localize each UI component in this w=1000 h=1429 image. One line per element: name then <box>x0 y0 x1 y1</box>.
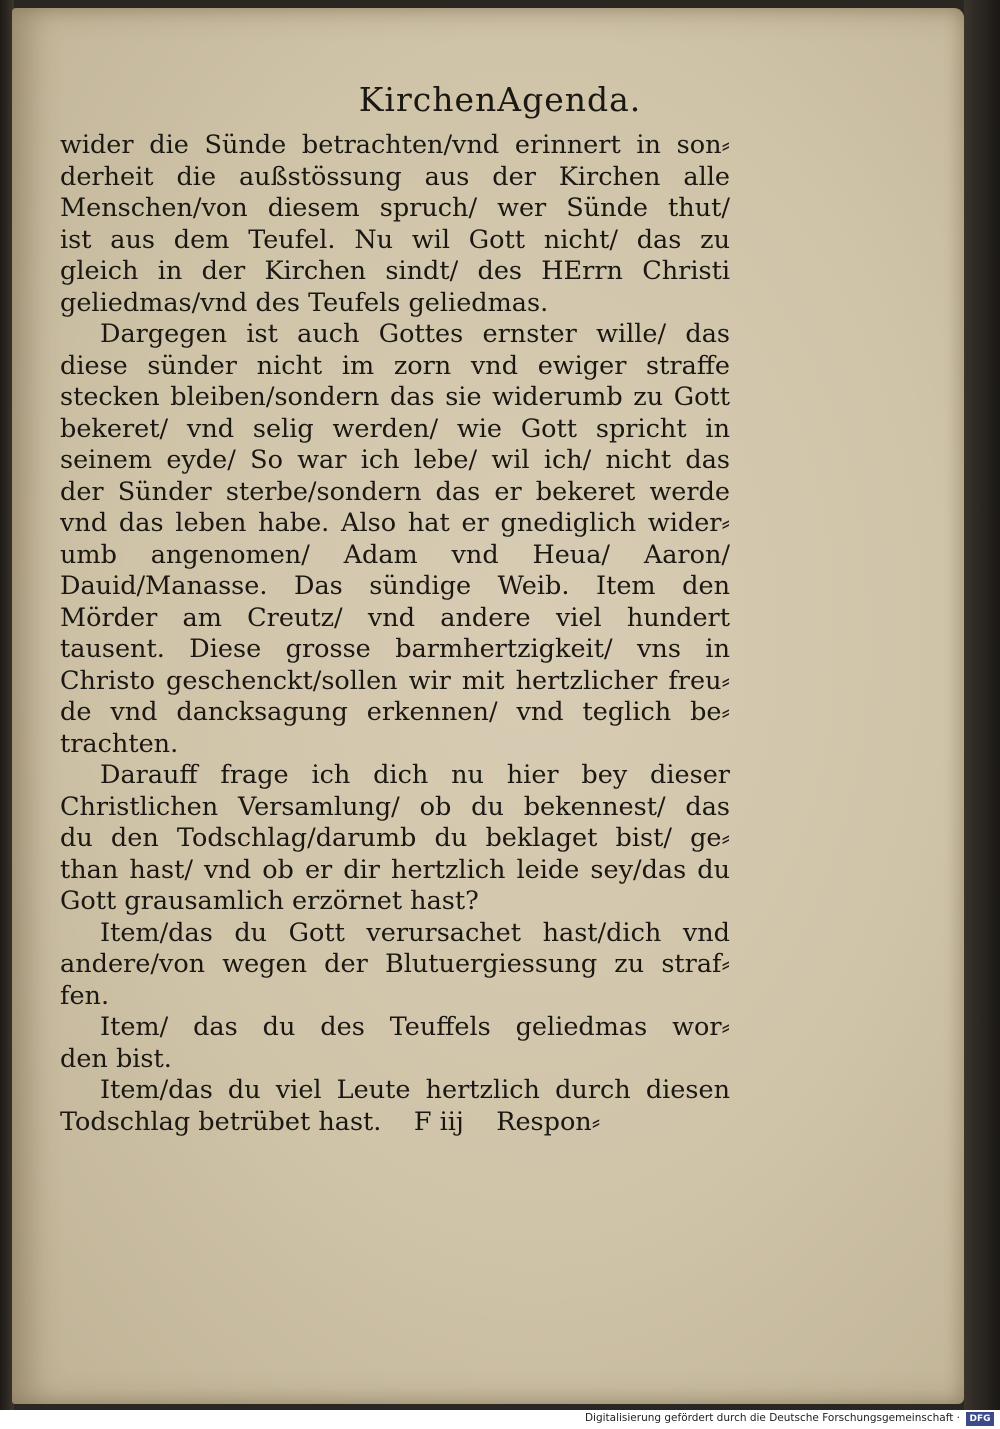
dfg-logo: DFG <box>966 1412 994 1426</box>
text-line: trachten. <box>60 728 179 759</box>
text-line: Item/das du Gott verursachet hast/dich vnd <box>100 917 730 948</box>
text-line: geliedmas/vnd des Teufels geliedmas. <box>60 287 549 318</box>
text-line: Gott grausamlich erzörnet hast? <box>60 886 479 916</box>
text-line: Mörder am Creutz/ vnd andere viel hundert <box>60 602 730 633</box>
text-line: umb angenomen/ Adam vnd Heua/ Aaron/ <box>60 539 730 570</box>
text-line: du den Todschlag/darumb du beklaget bist/ ge⸗ <box>60 823 730 853</box>
text-line: vnd das leben habe. Also hat er gnediglich wider⸗ <box>60 508 730 538</box>
text-line: than hast/ vnd ob er dir hertzlich leide sey/das du <box>60 854 730 885</box>
catchword-line: Todschlag betrübet hast. F iij Respon⸗ <box>60 1106 601 1137</box>
text-line: der Sünder sterbe/sondern das er bekeret werde <box>60 476 730 507</box>
text-line: Dauid/Manasse. Das sündige Weib. Item den <box>60 571 730 601</box>
text-line: andere/von wegen der Blutuergiessung zu straf⸗ <box>60 949 730 979</box>
text-line: seinem eyde/ So war ich lebe/ wil ich/ nicht das <box>60 445 730 475</box>
text-line: de vnd dancksagung erkennen/ vnd teglich be⸗ <box>60 697 730 727</box>
text-line: stecken bleiben/sondern das sie widerumb zu Gott <box>60 382 730 412</box>
text-line: gleich in der Kirchen sindt/ des HErrn Christi <box>60 256 730 286</box>
page-edge-shadow <box>964 0 1000 1410</box>
text-line: Item/ das du des Teuffels geliedmas wor⸗ <box>100 1012 730 1042</box>
body-text-block <box>60 130 730 1138</box>
text-line: Christo geschenckt/sollen wir mit hertzlicher freu⸗ <box>60 665 730 696</box>
text-line: den bist. <box>60 1043 172 1074</box>
text-line: Christlichen Versamlung/ ob du bekennest/ das <box>60 791 730 822</box>
funding-note: Digitalisierung gefördert durch die Deutsche Forschungsgemeinschaft · <box>584 1412 960 1424</box>
text-line: Item/das du viel Leute hertzlich durch diesen <box>100 1075 730 1105</box>
text-line: Darauff frage ich dich nu hier bey dieser <box>100 760 730 790</box>
text-line: Dargegen ist auch Gottes ernster wille/ das <box>100 319 730 349</box>
text-line: ist aus dem Teufel. Nu wil Gott nicht/ das zu <box>60 224 730 255</box>
text-line: fen. <box>60 980 110 1011</box>
text-line: derheit die außstössung aus der Kirchen alle <box>60 161 730 192</box>
text-line: Menschen/von diesem spruch/ wer Sünde thut/ <box>60 193 730 223</box>
text-line: bekeret/ vnd selig werden/ wie Gott spricht in <box>60 413 730 444</box>
text-line: tausent. Diese grosse barmhertzigkeit/ vns in <box>60 634 730 664</box>
text-line: wider die Sünde betrachten/vnd erinnert in son⸗ <box>60 130 730 160</box>
text-line: diese sünder nicht im zorn vnd ewiger straffe <box>60 350 730 381</box>
running-title: KirchenAgenda. <box>358 80 642 119</box>
